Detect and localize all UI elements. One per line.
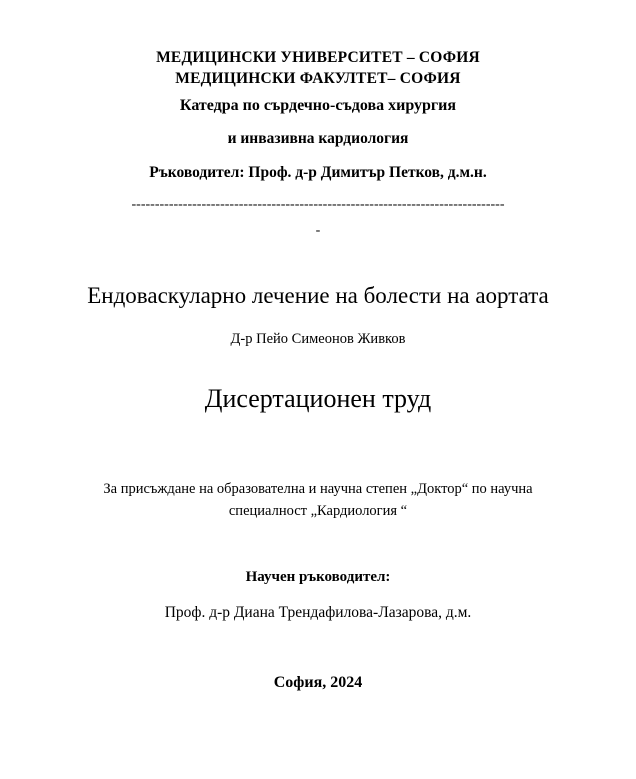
department-head-line: Ръководител: Проф. д-р Димитър Петков, д.м.н. bbox=[149, 163, 487, 181]
author-name: Д-р Пейо Симеонов Живков bbox=[230, 330, 406, 347]
institution-header bbox=[60, 48, 576, 183]
document-type: Дисертационен труд bbox=[204, 383, 432, 413]
department-line-2: и инвазивна кардиология bbox=[227, 129, 409, 147]
purpose-line-1: За присъждане на образователна и научна степен „Доктор“ по научна bbox=[103, 480, 533, 497]
horizontal-divider: -------------------------------------------------------------------------------- bbox=[131, 196, 505, 212]
purpose-statement bbox=[60, 478, 576, 523]
supervisor-label: Научен ръководител: bbox=[245, 568, 391, 585]
page-title: Ендоваскуларно лечение на болести на аортата bbox=[87, 282, 549, 308]
title-page bbox=[0, 48, 636, 779]
place-and-year: София, 2024 bbox=[273, 673, 363, 691]
supervisor-name: Проф. д-р Диана Трендафилова-Лазарова, д.м. bbox=[164, 603, 472, 621]
purpose-line-2: специалност „Кардиология “ bbox=[228, 503, 408, 520]
department-line-1: Катедра по сърдечно-съдова хирургия bbox=[179, 96, 457, 114]
institution-line-2: МЕДИЦИНСКИ ФАКУЛТЕТ– СОФИЯ bbox=[175, 69, 461, 87]
institution-line-1: МЕДИЦИНСКИ УНИВЕРСИТЕТ – СОФИЯ bbox=[156, 49, 480, 66]
dash-mark: - bbox=[315, 222, 321, 238]
